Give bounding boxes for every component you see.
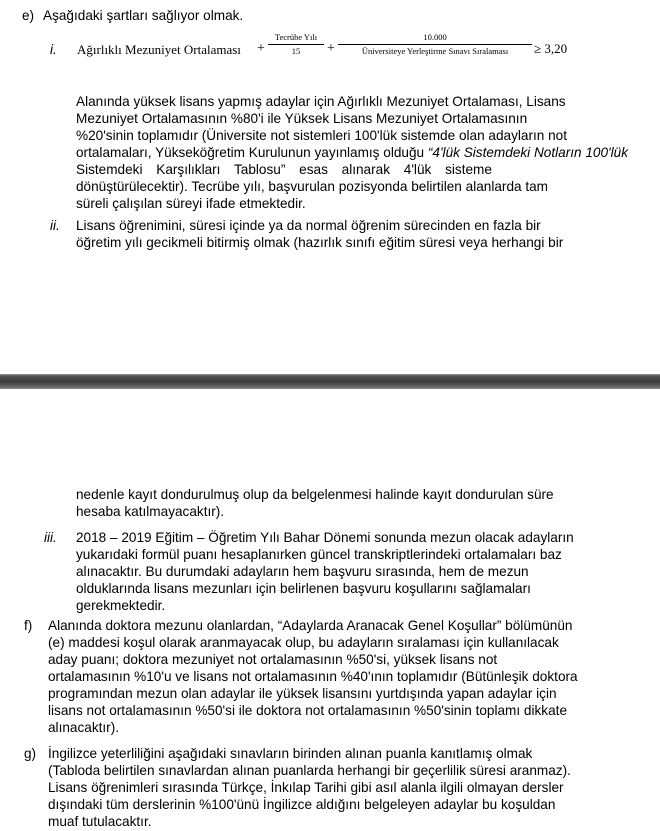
item-f-line: aday puanı; doktora mezuniyet not ortalamasının %50'si, yüksek lisans not — [48, 652, 498, 667]
formula-rhs: ≥ 3,20 — [534, 41, 568, 56]
item-g-line: (Tabloda belirtilen sınavlardan alınan puanlarda herhangi bir geçerlilik süresi aranmaz). — [48, 763, 571, 778]
paragraph-i-text: ortalamaları, Yükseköğretim Kurulunun yayınlamış olduğu — [76, 145, 425, 160]
item-g-line: İngilizce yeterliliğini aşağıdaki sınavların birinden alınan puanla kanıtlamış olmak — [48, 746, 533, 761]
fraction-siralama-denominator: Üniversiteye Yerleştirme Sınavı Sıralaması — [361, 46, 509, 56]
item-g-line: Lisans öğrenimleri sırasında Türkçe, İnkılap Tarihi gibi asıl alanla ilgili olmayan dersler — [48, 780, 564, 795]
formula-numeral: i. — [50, 42, 57, 57]
item-f-text — [48, 617, 624, 736]
fraction-siralama-bar — [338, 44, 532, 45]
item-iii-line: alınacaktır. Bu durumdaki adayların hem başvuru sırasında, hem de mezun — [76, 564, 529, 579]
paragraph-i-line: dönüştürülecektir). Tecrübe yılı, başvurulan pozisyonda belirtilen alanlarda tam — [76, 179, 549, 194]
item-g-marker: g) — [24, 746, 37, 761]
paragraph-i-line: Alanında yüksek lisans yapmış adaylar için Ağırlıklı Mezuniyet Ortalaması, Lisans — [76, 94, 566, 109]
item-iii-line: gerekmektedir. — [76, 598, 166, 613]
paragraph-i-line — [76, 144, 628, 161]
item-ii-line: Lisans öğrenimini, süresi içinde ya da normal öğrenim sürecinden en fazla bir — [76, 218, 541, 233]
item-ii-text-page1 — [76, 217, 624, 251]
item-iii-line: olduklarında lisans mezunları için belirlenen başvuru koşullarını sağlamaları — [76, 581, 531, 596]
item-ii-line: nedenle kayıt dondurulmuş olup da belgelenmesi halinde kayıt dondurulan süre — [76, 487, 554, 502]
paragraph-i-line: süreli çalışılan süreyi ifade etmektedir. — [76, 196, 306, 211]
paragraph-i-line: Sistemdeki Karşılıkları Tablosu” esas alınarak 4'lük sisteme — [76, 162, 492, 177]
item-ii-text-page2 — [76, 486, 624, 520]
formula-plus-1: + — [257, 41, 265, 56]
fraction-tecrube-numerator: Tecrübe Yılı — [274, 32, 318, 42]
paragraph-i — [76, 93, 628, 212]
item-f-line: Alanında doktora mezunu olanlardan, “Adaylarda Aranacak Genel Koşullar” bölümünün — [48, 618, 573, 633]
item-g-line: dışındaki tüm derslerinin %100'ünü İngilizce aldığını belgeleyen adaylar bu koşuldan — [48, 797, 556, 812]
item-ii-numeral: ii. — [50, 218, 60, 233]
paragraph-i-line: Mezuniyet Ortalamasının %80'i ile Yüksek Lisans Mezuniyet Ortalamasının — [76, 111, 528, 126]
item-iii-numeral: iii. — [44, 530, 57, 545]
formula — [0, 32, 660, 66]
page-break-separator — [0, 374, 660, 389]
table-reference-italic: “4'lük Sistemdeki Notların 100'lük — [427, 145, 628, 160]
item-f-line: (e) maddesi koşul olarak aranmayacak olup, bu adayların sıralaması için kullanılacak — [48, 635, 559, 650]
item-f-line: alınacaktır). — [48, 720, 120, 735]
item-iii-text — [76, 529, 624, 614]
item-f-line: lisans not ortalamasının %50'si ile doktora not ortalamasının %50'sinin toplamı dikkate — [48, 703, 568, 718]
item-e-heading: Aşağıdaki şartları sağlıyor olmak. — [43, 8, 244, 23]
paragraph-i-line: %20'sinin toplamıdır (Üniversite not sistemleri 100'lük sistemde olan adayların not — [76, 128, 568, 143]
item-f-line: ortalamasının %10'u ve lisans not ortalamasının %40'ının toplamıdır (Bütünleşik doktora — [48, 669, 578, 684]
formula-fraction-siralama — [338, 32, 532, 57]
formula-term-agirlikli: Ağırlıklı Mezuniyet Ortalaması — [77, 42, 241, 57]
item-ii-line: öğretim yılı gecikmeli bitirmiş olmak (hazırlık sınıfı eğitim süresi veya herhangi bir — [76, 235, 564, 250]
item-g-line: muaf tutulacaktır. — [48, 814, 152, 829]
fraction-tecrube-denominator: 15 — [291, 46, 301, 56]
item-f-line: programından mezun olan adaylar ile yüksek lisansını yurtdışında yapan adaylar için — [48, 686, 557, 701]
formula-fraction-tecrube — [268, 32, 324, 57]
item-iii-line: 2018 – 2019 Eğitim – Öğretim Yılı Bahar Dönemi sonunda mezun olacak adayların — [76, 530, 574, 545]
item-g-text — [48, 745, 624, 830]
item-ii-line: hesaba katılmayacaktır). — [76, 504, 225, 519]
item-e-marker: e) — [22, 8, 35, 23]
item-iii-line: yukarıdaki formül puanı hesaplanırken güncel transkriptlerindeki ortalamaları baz — [76, 547, 562, 562]
item-f-marker: f) — [24, 618, 33, 633]
fraction-tecrube-bar — [268, 44, 324, 45]
fraction-siralama-numerator: 10.000 — [423, 32, 447, 42]
formula-plus-2: + — [327, 41, 335, 56]
